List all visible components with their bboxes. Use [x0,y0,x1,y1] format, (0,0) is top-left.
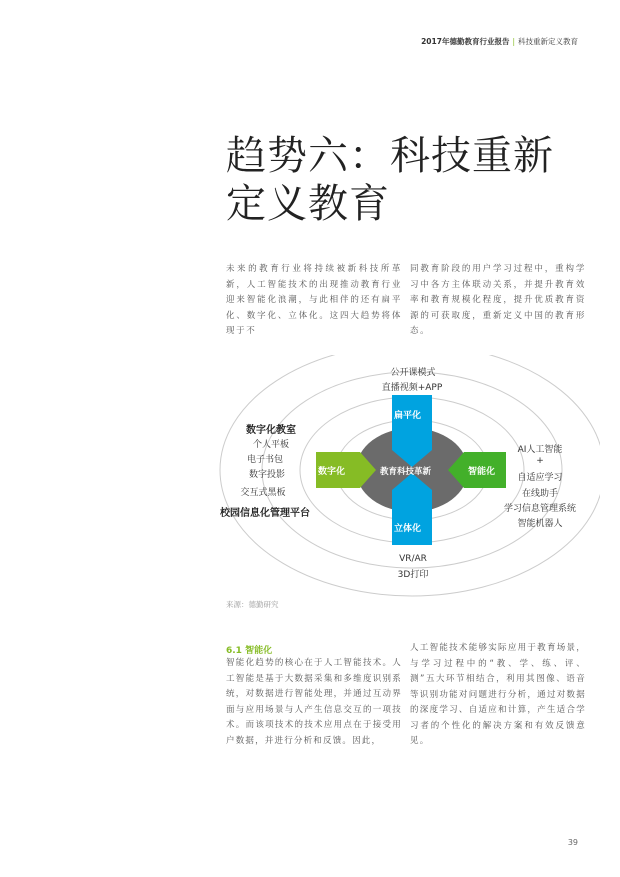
left-item-3: 数字投影 [248,470,285,480]
left-footer: 校园信息化管理平台 [220,508,310,519]
section-heading: 6.1 智能化 [226,646,273,656]
left-item-2: 电子书包 [246,455,283,465]
left-item-4: 交互式黑板 [240,488,286,498]
right-item-6: 智能机器人 [517,519,563,529]
page-number: 39 [567,838,578,847]
arrow-label-left: 数字化 [318,467,346,477]
header-separator: | [512,37,515,46]
top-label-1: 公开课模式 [390,368,436,378]
right-item-3: 自适应学习 [517,473,563,483]
bottom-label-1: VR/AR [399,554,427,564]
intro-left-column: 未来的教育行业将持续被新科技所革新，人工智能技术的出现推动教育行业迎来智能化浪潮，与此相伴的还有扁平化、数字化、立体化。这四大趋势将体现于不 [226,264,402,336]
left-item-1: 个人平板 [252,440,289,450]
center-label: 教育科技革新 [380,467,432,477]
left-heading: 数字化教室 [246,425,296,436]
title-line-2: 定义教育 [226,181,390,227]
arrow-label-bottom: 立体化 [394,524,422,534]
arrow-label-top: 扁平化 [394,411,422,421]
bottom-label-2: 3D打印 [397,570,429,580]
trend-diagram [200,355,600,605]
right-item-2: + [536,456,544,466]
right-item-4: 在线助手 [521,489,558,499]
right-item-1: AI人工智能 [517,445,563,455]
arrow-label-right: 智能化 [468,467,496,477]
report-title: 2017年德勤教育行业报告 [421,37,510,46]
page-title [226,132,554,228]
title-line-1: 趋势六：科技重新 [226,133,554,179]
section-left-column: 智能化趋势的核心在于人工智能技术。人工智能是基于大数据采集和多维度识别系统，对数据进行智能处理，并通过互动界面与应用场景与人产生信息交互的一项技术。而该项技术的技术应用点在于接受用户数据，并进行分析和反馈。因此， [226,658,402,746]
header-section: 科技重新定义教育 [518,37,578,46]
section-right-column: 人工智能技术能够实际应用于教育场景，与学习过程中的“教、学、练、评、测”五大环节相结合，利用其图像、语音等识别功能对问题进行分析，通过对数据的深度学习、自适应和计算，产生适合学习者的个性化的解决方案和有效反馈意见。 [410,643,586,746]
intro-right-column: 同教育阶段的用户学习过程中，重构学习中各方主体联动关系，并提升教育效率和教育规模化程度，提升优质教育资源的可获取度，重新定义中国的教育形态。 [410,264,586,336]
running-header [421,36,578,47]
right-item-5: 学习信息管理系统 [503,504,576,514]
figure-source: 来源：德勤研究 [226,600,279,609]
top-label-2: 直播视频+APP [381,383,443,393]
